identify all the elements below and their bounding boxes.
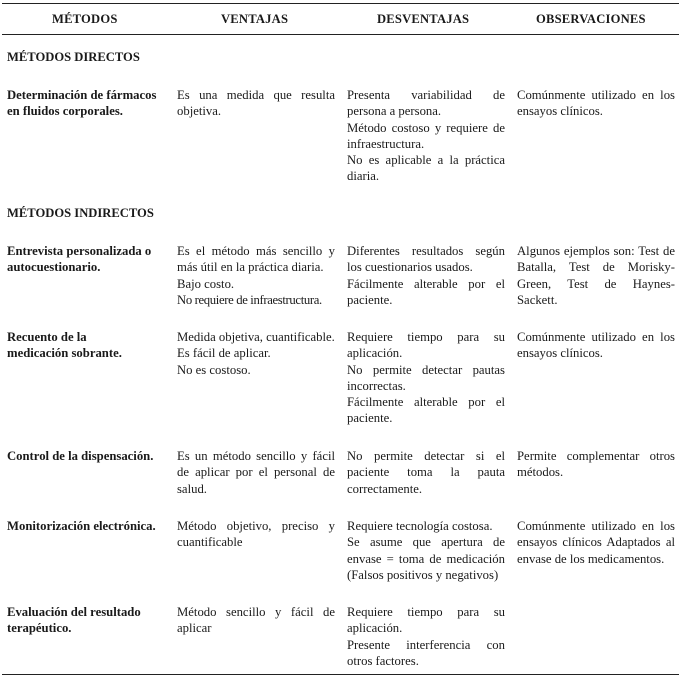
section-title-directos: MÉTODOS DIRECTOS (7, 50, 140, 64)
header-rule (2, 34, 679, 35)
header-metodos: MÉTODOS (52, 12, 118, 26)
header-observaciones: OBSERVACIONES (536, 12, 646, 26)
row-evaluacion-method: Evaluación del resultado terapéutico. (7, 605, 141, 636)
row-monitorizacion-ventajas: Método objetivo, preciso y cuantificable (177, 519, 335, 550)
row-evaluacion-desventajas: Requiere tiempo para su aplicación. Presente interferencia con otros factores. (347, 605, 505, 668)
row-entrevista-observaciones: Algunos ejemplos son: Test de Batalla, Test de Morisky-Green, Test de Haynes-Sackett. (517, 244, 675, 307)
row-recuento-method: Recuento de la medicación sobrante. (7, 330, 122, 361)
table-top-rule (2, 3, 679, 4)
row-entrevista-desventajas: Diferentes resultados según los cuestionarios usados. Fácilmente alterable por el paciente. (347, 244, 505, 307)
row-determinacion-ventajas: Es una medida que resulta objetiva. (177, 88, 335, 119)
row-dispensacion-ventajas: Es un método sencillo y fácil de aplicar por el personal de salud. (177, 449, 335, 496)
row-dispensacion-desventajas: No permite detectar si el paciente toma la pauta correctamente. (347, 449, 505, 496)
row-recuento-ventajas: Medida objetiva, cuantificable. Es fácil de aplicar. No es costoso. (177, 330, 335, 377)
row-monitorizacion-method: Monitorización electrónica. (7, 519, 156, 533)
row-entrevista-method: Entrevista personalizada o autocuestionario. (7, 244, 152, 275)
row-dispensacion-observaciones: Permite complementar otros métodos. (517, 449, 675, 480)
row-determinacion-observaciones: Comúnmente utilizado en los ensayos clínicos. (517, 88, 675, 119)
header-desventajas: DESVENTAJAS (377, 12, 470, 26)
table-bottom-rule (2, 674, 679, 675)
header-ventajas: VENTAJAS (221, 12, 289, 26)
row-monitorizacion-desventajas: Requiere tecnología costosa. Se asume que apertura de envase = toma de medicación (Falsos positivos y negativos) (347, 519, 505, 582)
row-determinacion-method: Determinación de fármacos en fluidos corporales. (7, 88, 157, 119)
row-determinacion-desventajas: Presenta variabilidad de persona a persona. Método costoso y requiere de infraestructura. No es aplicable a la práctica diaria. (347, 88, 505, 184)
row-recuento-observaciones: Comúnmente utilizado en los ensayos clínicos. (517, 330, 675, 361)
row-monitorizacion-observaciones: Comúnmente utilizado en los ensayos clínicos Adaptados al envase de los medicamentos. (517, 519, 675, 566)
section-title-indirectos: MÉTODOS INDIRECTOS (7, 206, 154, 220)
row-dispensacion-method: Control de la dispensación. (7, 449, 154, 463)
row-recuento-desventajas: Requiere tiempo para su aplicación. No permite detectar pautas incorrectas. Fácilmente alterable por el paciente. (347, 330, 505, 426)
row-evaluacion-ventajas: Método sencillo y fácil de aplicar (177, 605, 335, 636)
row-entrevista-ventajas: Es el método más sencillo y más útil en la práctica diaria. Bajo costo. No requiere de infraestructura. (177, 244, 335, 307)
